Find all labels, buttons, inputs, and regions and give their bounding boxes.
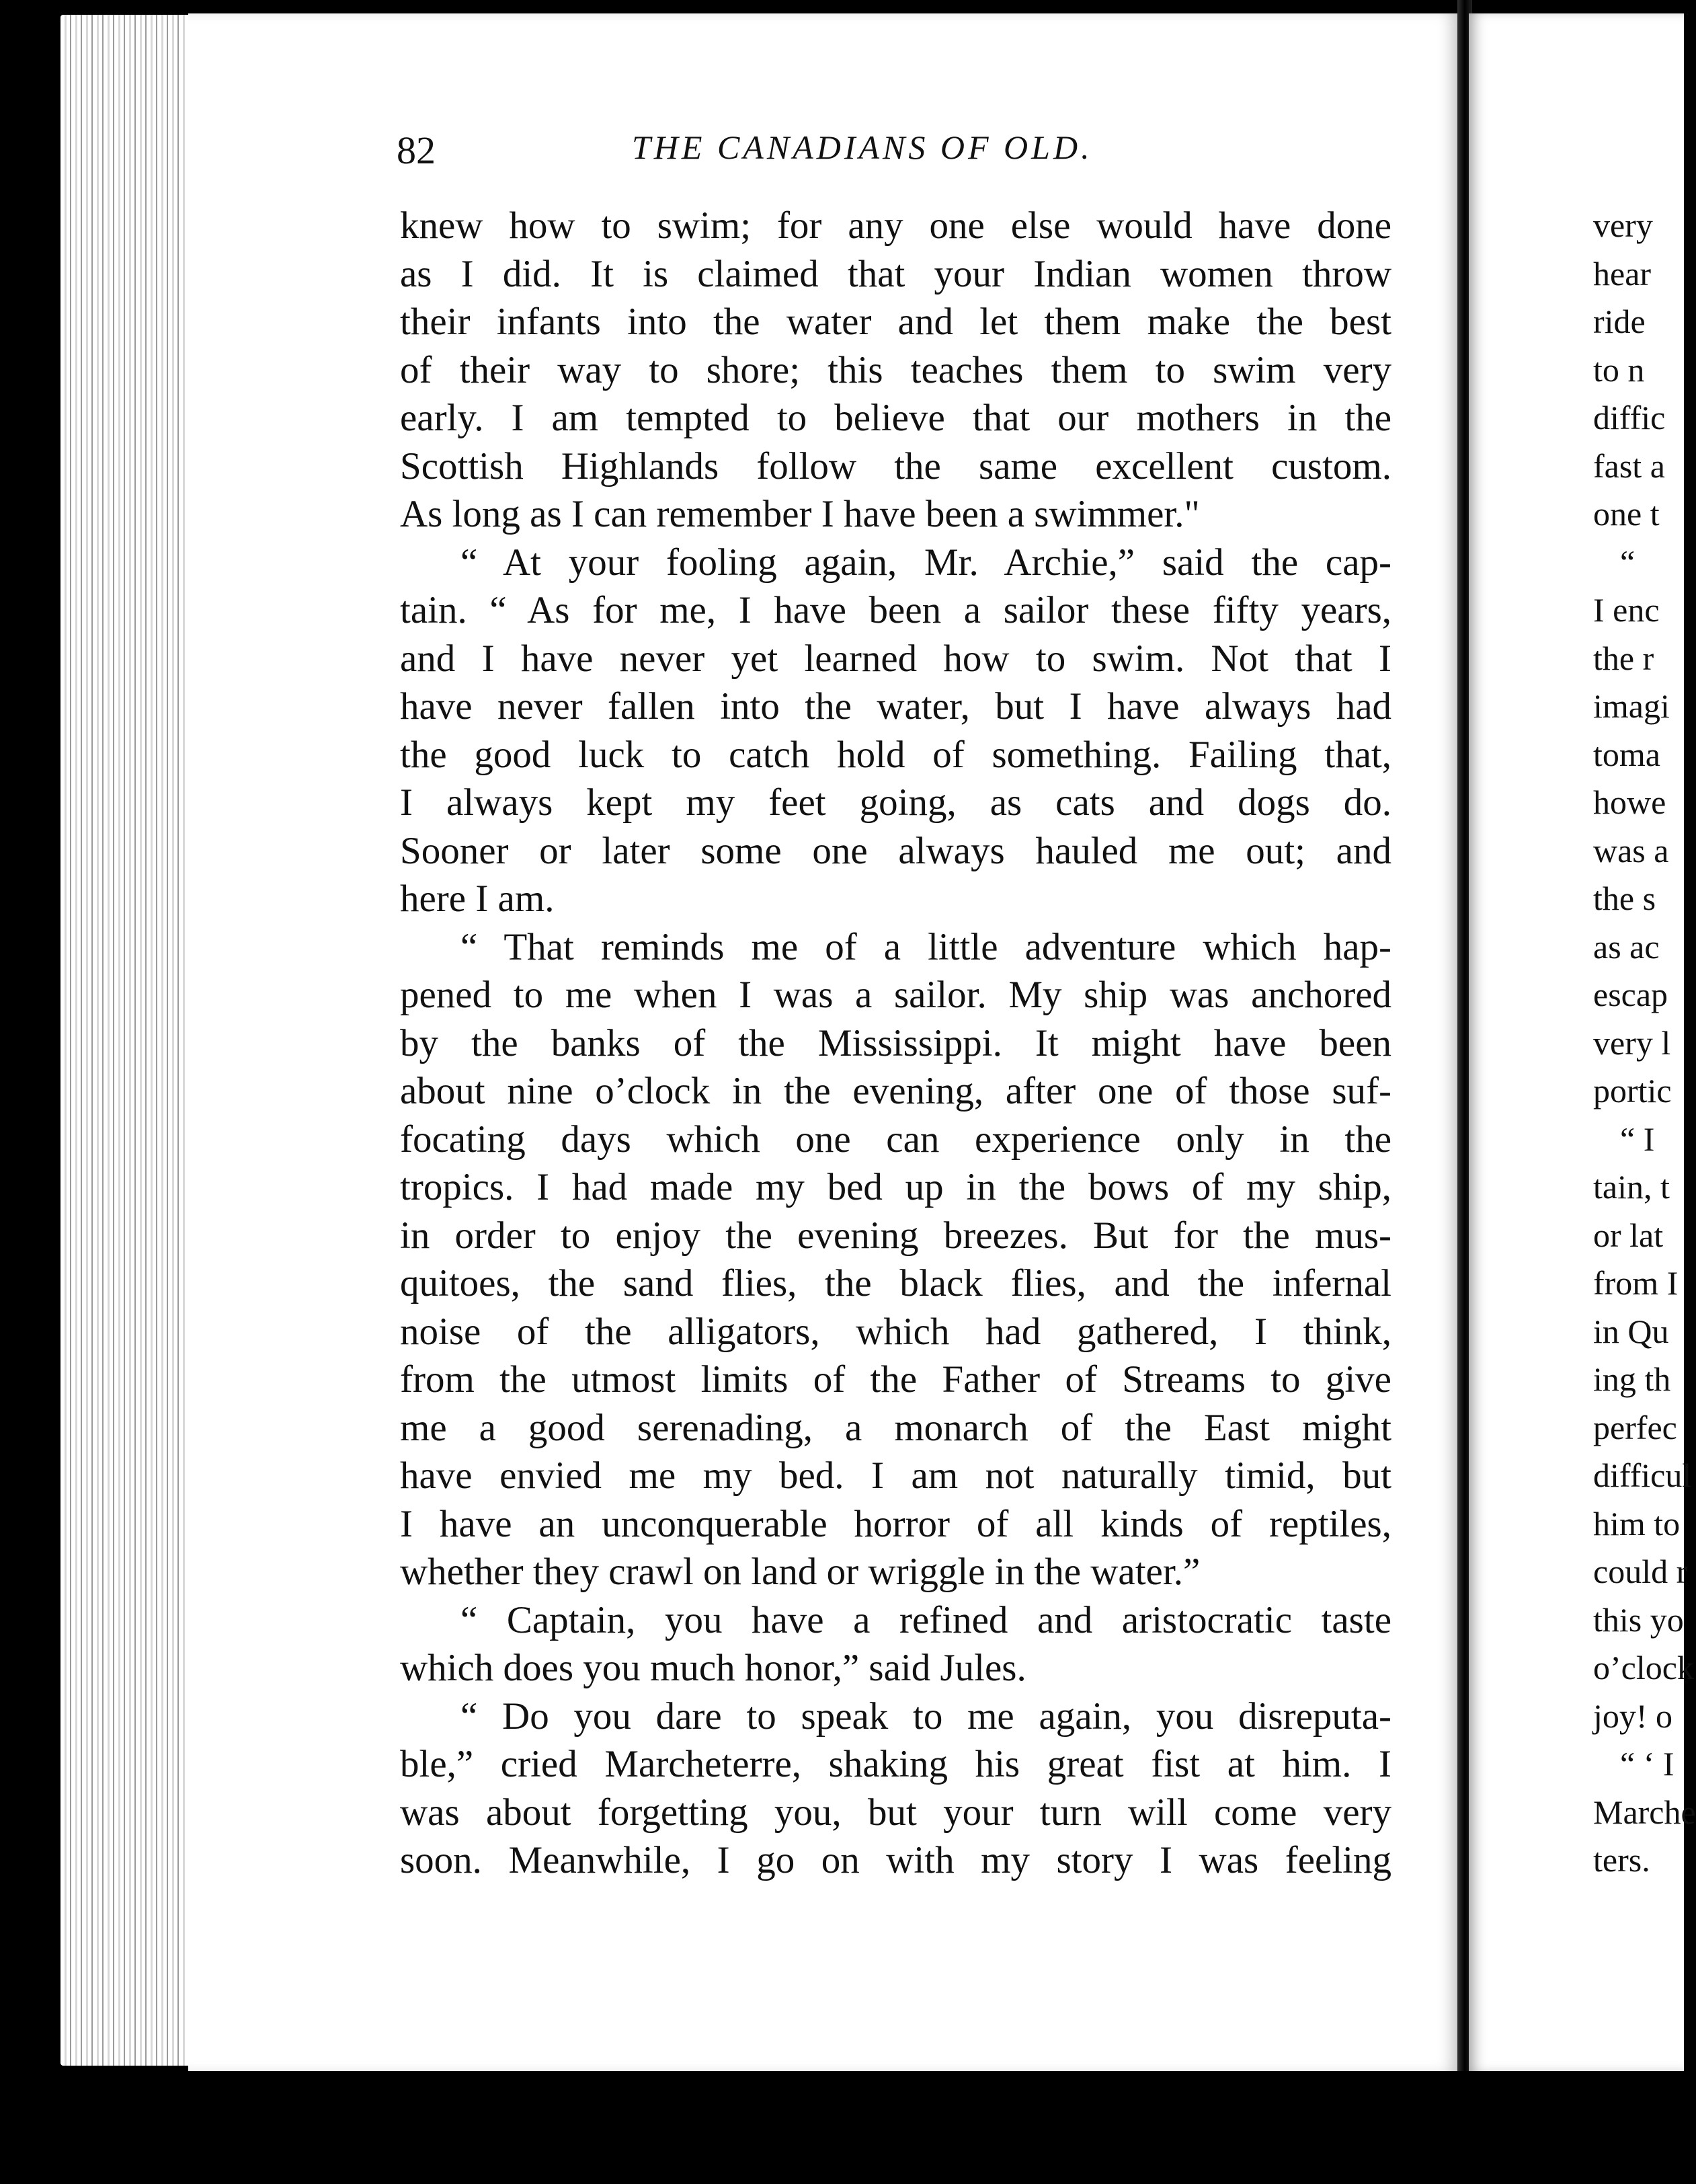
right-page-line: portic	[1593, 1072, 1672, 1109]
right-page-line: to n	[1593, 350, 1645, 389]
text-line: as I did. It is claimed that your Indian women throw	[400, 252, 1391, 295]
text-line: tropics. I had made my bed up in the bows of my ship,	[400, 1166, 1391, 1208]
right-page-line: ing th	[1593, 1360, 1671, 1398]
right-page-line: difficul	[1593, 1456, 1692, 1494]
text-line: pened to me when I was a sailor. My ship was anchored	[400, 974, 1391, 1016]
right-page-line: very	[1593, 206, 1653, 244]
text-line: have envied me my bed. I am not naturally timid, but	[400, 1454, 1391, 1497]
text-line: focating days which one can experience only in the	[400, 1118, 1391, 1161]
right-page-line: him to	[1593, 1504, 1681, 1543]
right-page-line: this yo	[1593, 1600, 1684, 1639]
right-page-line: very l	[1593, 1023, 1671, 1062]
text-line: Scottish Highlands follow the same excellent custom.	[400, 444, 1391, 488]
right-page-line: escap	[1593, 976, 1668, 1013]
text-line: whether they crawl on land or wriggle in the water.”	[400, 1551, 1201, 1593]
text-line: tain. “ As for me, I have been a sailor these fifty years,	[400, 589, 1391, 631]
right-page-line: as ac	[1593, 927, 1660, 966]
text-line: “ Captain, you have a refined and aristocratic taste	[460, 1598, 1391, 1641]
right-page-line: howe	[1593, 783, 1666, 821]
right-page-line: “ I	[1620, 1120, 1655, 1158]
text-line: “ At your fooling again, Mr. Archie,” said the cap-	[460, 541, 1391, 584]
right-page-line: tain, t	[1593, 1168, 1670, 1206]
text-line: Sooner or later some one always hauled me out; and	[400, 829, 1391, 872]
text-line: noise of the alligators, which had gathered, I think,	[400, 1310, 1391, 1353]
text-line: soon. Meanwhile, I go on with my story I was feeling	[400, 1839, 1391, 1881]
text-line: was about forgetting you, but your turn will come very	[400, 1791, 1391, 1834]
right-page-line: the s	[1593, 880, 1656, 917]
right-page-line: from I	[1593, 1264, 1679, 1302]
text-line: early. I am tempted to believe that our mothers in the	[400, 397, 1391, 439]
text-line: quitoes, the sand flies, the black flies, and the infernal	[400, 1262, 1391, 1304]
text-line: I have an unconquerable horror of all kinds of reptiles,	[400, 1502, 1391, 1545]
right-page-line: hear	[1593, 254, 1652, 292]
page-number: 82	[397, 128, 436, 172]
right-page-line: imagi	[1593, 687, 1670, 725]
right-page-line: was a	[1593, 831, 1669, 869]
right-page-line: the r	[1593, 639, 1654, 677]
right-page-line: ride	[1593, 303, 1646, 340]
text-line: from the utmost limits of the Father of Streams to give	[400, 1358, 1391, 1401]
text-line: “ That reminds me of a little adventure which hap-	[460, 925, 1391, 968]
right-page-line: in Qu	[1593, 1312, 1669, 1350]
text-line: about nine o’clock in the evening, after one of those suf-	[400, 1070, 1391, 1112]
right-page-line: “ ‘ I	[1620, 1745, 1674, 1783]
text-line: their infants into the water and let them make the best	[400, 301, 1391, 343]
text-line: “ Do you dare to speak to me again, you disreputa-	[460, 1694, 1391, 1738]
body-text	[400, 202, 1391, 1885]
text-line: here I am.	[400, 878, 555, 920]
right-page-line: Marche	[1593, 1793, 1696, 1831]
running-title: THE CANADIANS OF OLD.	[632, 128, 1093, 166]
right-page-line: “	[1620, 543, 1636, 581]
right-page-line: one t	[1593, 495, 1660, 533]
text-line: the good luck to catch hold of something. Failing that,	[400, 733, 1391, 776]
text-line: which does you much honor,” said Jules.	[400, 1647, 1026, 1689]
text-line: have never fallen into the water, but I have always had	[400, 685, 1391, 728]
text-line: I always kept my feet going, as cats and dogs do.	[400, 781, 1391, 824]
text-line: me a good serenading, a monarch of the East might	[400, 1406, 1391, 1449]
right-page-line: diffic	[1593, 399, 1666, 436]
scan-background	[0, 2071, 1667, 2184]
right-page-line: joy! o	[1593, 1696, 1673, 1735]
right-page-line: fast a	[1593, 446, 1665, 485]
text-line: by the banks of the Mississippi. It might have been	[400, 1021, 1391, 1064]
text-line: ble,” cried Marcheterre, shaking his great fist at him. I	[400, 1743, 1391, 1785]
right-page-line: o’clock	[1593, 1649, 1694, 1686]
text-line: in order to enjoy the evening breezes. But for the mus-	[400, 1214, 1391, 1257]
right-page-line: toma	[1593, 735, 1660, 773]
right-page-line: I enc	[1593, 591, 1660, 629]
right-page-line: could r	[1593, 1553, 1688, 1590]
text-line: of their way to shore; this teaches them to swim very	[400, 348, 1391, 391]
page-header	[397, 128, 1418, 182]
text-line: As long as I can remember I have been a swimmer."	[400, 493, 1200, 535]
text-line: knew how to swim; for any one else would have done	[400, 204, 1391, 247]
right-page-line: or lat	[1593, 1216, 1664, 1254]
text-line: and I have never yet learned how to swim. Not that I	[400, 637, 1391, 680]
right-page-text-fragments	[1593, 202, 1696, 1885]
right-page-line: perfec	[1593, 1408, 1677, 1446]
right-page-line: ters.	[1593, 1841, 1650, 1879]
